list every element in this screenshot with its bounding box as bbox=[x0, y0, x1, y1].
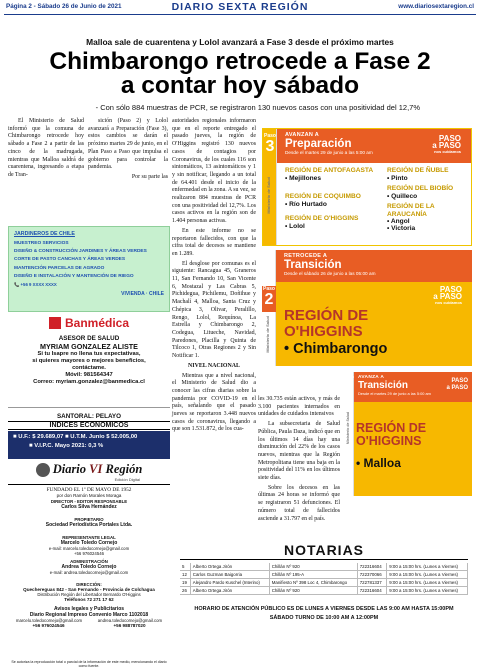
ipc-value: ■ V.I.P.C. Mayo 2021: 0,3 % bbox=[29, 443, 104, 449]
brand-word: a PASO bbox=[432, 141, 461, 150]
panel-date: Desde el martes 29 de junio a las 5:00 am bbox=[358, 391, 431, 396]
brand-word: PASO bbox=[451, 378, 468, 384]
paragraph: Por su parte las bbox=[131, 173, 168, 180]
ministry-label: Ministerio de Salud bbox=[265, 316, 270, 353]
paso-2-transicion-panel bbox=[262, 250, 472, 366]
headline-line-1: Chimbarongo retrocede a Fase 2 bbox=[49, 48, 431, 75]
panel-kicker: AVANZA A bbox=[358, 375, 385, 380]
paso-number: 3 bbox=[265, 138, 275, 155]
region-name: REGIÓN DE LA ARAUCANÍA bbox=[387, 203, 435, 218]
phone-cell: 722781337 bbox=[357, 579, 387, 587]
comuna-name: • Malloa bbox=[356, 456, 401, 470]
paragraph: Mientras que a nivel nacional, el Ministerio de Salud dio a conocer las cifras diarias sobre la pandemia por COVID-19 en el país, señalando que el pasado jueves se reportaron 3.448 nuevos casos de coronavirus, llegando a que son 1.531.872, de los cua- bbox=[172, 372, 256, 433]
notarias-hours bbox=[180, 605, 468, 623]
address-cell: Chillán Nº 195-A bbox=[269, 571, 357, 579]
hours-line: SÁBADO TURNO DE 10:00 AM A 12:00PM bbox=[269, 615, 379, 621]
article-column-3 bbox=[172, 118, 256, 436]
region-name: REGIÓN DE ÑUBLE bbox=[387, 167, 449, 174]
paso-badge bbox=[262, 286, 276, 312]
region-name: REGIÓN DE COQUIMBO bbox=[285, 193, 361, 200]
advisor-mobile: Móvil: 981564347 bbox=[65, 372, 113, 378]
avisos-heading: Avisos legales y Publicitarios bbox=[53, 606, 125, 613]
paso-badge bbox=[263, 133, 277, 155]
edition-label: Edición Digital bbox=[114, 477, 140, 483]
ad-title: JARDINEROS DE CHILE bbox=[14, 231, 75, 237]
phone-cell: 722316604 bbox=[357, 563, 387, 571]
paragraph: El desglose por comunas es el siguiente: Rancagua 45, Graneros 11, San Fernando 10, San Vicente 6, Mostazal y Las Cabras 5, Pichidegua, Pichilemu, Doñihue y Machalí 4, Malloa, Santa Cruz y Chépica 3, Olivar, Peralillo, Rengo, Lolol, Requínoa, La Estrella y Chimbarongo 2, Codegua, Litueche, Navidad, Paredones, Placilla y Quinta de Tilcoco 1, Otras Regiones 2 y Sin Notificar 1. bbox=[172, 260, 256, 360]
region-name: REGIÓN DE bbox=[284, 307, 369, 324]
ministry-label: Ministerio de Salud bbox=[266, 177, 271, 214]
rep-heading: REPRESENTANTE LEGAL bbox=[62, 535, 116, 541]
phone: Teléfonos 72 271 17 62 bbox=[64, 597, 114, 603]
subheading: NIVEL NACIONAL bbox=[188, 362, 240, 369]
paso-3-preparacion-panel bbox=[262, 128, 472, 246]
ad-line: contáctame. bbox=[72, 365, 106, 371]
hours-line: HORARIO DE ATENCIÓN PÚBLICO ES DE LUNES A VIERNES DESDE LAS 9:00 AM HASTA 15:00PM bbox=[194, 606, 454, 612]
region-name: REGIÓN DE bbox=[356, 421, 427, 435]
avisos-phones bbox=[8, 623, 170, 628]
headline-line-2: a contar hoy sábado bbox=[120, 72, 360, 99]
region-name: REGIÓN DE O'HIGGINS bbox=[285, 215, 359, 222]
comuna-name: • Angol bbox=[387, 218, 410, 226]
hours-cell: 9:00 a 15:00 hrs. (Lunes a Viernes) bbox=[387, 571, 468, 579]
region-block bbox=[285, 215, 358, 230]
ad-line: si quieres mayores o mejores beneficios, bbox=[32, 358, 146, 364]
header-rule bbox=[4, 14, 476, 15]
address: Quechereguas 842 - San Fernando - Provincia de Colchagua bbox=[23, 587, 155, 593]
owner-heading: PROPIETARIO bbox=[74, 517, 104, 523]
advisor-role: ASESOR DE SALUD bbox=[58, 335, 120, 342]
paragraph: En este informe no se reportaron fallecidos, con que la cifra total de decesos se mantiene en 1.289. bbox=[172, 227, 256, 257]
region-name: O'HIGGINS bbox=[284, 323, 363, 340]
notarias-title: NOTARIAS bbox=[283, 542, 365, 558]
rep-phone: +56 976024546 bbox=[74, 551, 104, 557]
banmedica-logo bbox=[8, 316, 170, 330]
banmedica-logo-icon bbox=[49, 317, 61, 329]
paso-label: Paso bbox=[263, 286, 275, 292]
paso-number: 2 bbox=[264, 291, 274, 308]
hours-cell: 9:00 a 15:00 hrs. (Lunes a Viernes) bbox=[387, 579, 468, 587]
director-name: Carlos Silva Hernández bbox=[61, 504, 117, 511]
paso-a-paso-logo bbox=[446, 378, 468, 392]
ad-tagline: VIVIENDA · CHILE bbox=[121, 291, 164, 298]
comuna-name: • Victoria bbox=[387, 225, 416, 233]
panel-date: Desde el sábado 26 de junio a las 05:00 am bbox=[284, 271, 376, 276]
logo-vi: VI bbox=[89, 462, 103, 476]
paso-a-paso-logo bbox=[432, 135, 461, 154]
paragraph: autoridades regionales informaron que en el reporte entregado el pasado jueves, la región de O'Higgins registró 130 nuevos casos de contagios por Coronavirus, de los cuales 116 son sintomáticos, 13 asintomáticos y 1 y sin notificar, llegando a un total de 64.401 desde el inicio de la enfermedad en la zona. A su vez, se realizaron 884 muestras de PCR con una positividad del 12,7%. Los casos activos en la región son de 1.404 personas activas. bbox=[172, 118, 256, 225]
panel-header-text bbox=[285, 132, 373, 155]
panel-kicker: RETROCEDE A bbox=[284, 253, 328, 259]
brand-word: a PASO bbox=[446, 385, 468, 391]
article-kicker: Malloa sale de cuarentena y Lolol avanzará a Fase 3 desde el próximo martes bbox=[86, 37, 394, 47]
brand-word: a PASO bbox=[433, 292, 462, 301]
avisos-line: Diario Regional Impreso Convenio Marco 1102018 bbox=[29, 612, 149, 619]
brand-word: PASO bbox=[439, 285, 462, 294]
paragraph: La subsecretaria de Salud Pública, Paula Daza, indicó que en los últimos 14 días hay una disminución del 22% de los casos nuevos, mientras que la Región Metropolitana tiene una baja en la positividad del 11% en los últimos siete días. bbox=[258, 421, 340, 482]
paragraph: sición (Paso 2) y Lolol avanzará a Preparación (Fase 3), estos cambios se darán el próximo martes 29 de junio, en el Plan Paso a Paso que impulsa el gobierno para controlar la pandemia. bbox=[88, 118, 168, 171]
notary-cell: Carlos Guzman Baigorria bbox=[190, 571, 269, 579]
ad-line: 📞 +56 9 XXXX XXXX bbox=[14, 282, 57, 288]
paragraph: les 30.735 están activos, y más de 3.100 pacientes internados en unidades de cuidados intensivos bbox=[258, 396, 340, 418]
founded-line: FUNDADO EL 1º DE MAYO DE 1952 bbox=[46, 487, 132, 494]
notary-cell: Alberto Ortega Jirón bbox=[190, 563, 269, 571]
ad-line: DISEÑO E INSTALACIÓN Y MANTENCIÓN DE RIEGO bbox=[14, 273, 134, 279]
rep-name: Marcelo Toledo Cornejo bbox=[60, 540, 118, 547]
paso-badge bbox=[344, 374, 354, 395]
notary-cell: Alberto Ortega Jirón bbox=[190, 587, 269, 595]
avisos-phone: +56 976024546 bbox=[32, 623, 65, 629]
comuna-name: • Mejillones bbox=[285, 174, 322, 182]
brand-name: Banmédica bbox=[64, 316, 130, 330]
panel-title: Transición bbox=[284, 259, 342, 271]
brand-word: PASO bbox=[438, 134, 461, 143]
region-block bbox=[285, 167, 373, 182]
ad-line: CORTE DE PASTO CANCHAS Y ÁREAS VERDES bbox=[14, 257, 126, 263]
article-headline bbox=[0, 50, 480, 98]
paragraph: El Ministerio de Salud informó que la comuna de Chimbarongo retrocede hoy sábado a Fase 2 a partir de las cinco de la madrugada, mientras que Malloa saldrá de cuarentena, ingresando a etapa de Tran- bbox=[8, 118, 84, 178]
rep-email[interactable]: e-mail: marcelo.toledocornejo@gmail.com bbox=[48, 546, 130, 552]
page-info: Página 2 - Sábado 26 de Junio de 2021 bbox=[6, 3, 122, 10]
uf-utm-values: ■ U.F.: $ 29.689,07 ■ U.T.M. Junio $ 52.005,00 bbox=[13, 434, 138, 440]
owner-name: Sociedad Periodística Portales Ltda. bbox=[45, 522, 133, 529]
address-heading: DIRECCIÓN: bbox=[76, 582, 102, 588]
ad-line: MUESTREO SERVICIOS bbox=[14, 241, 69, 246]
director-heading: DIRECTOR - EDITOR RESPONSABLE bbox=[50, 499, 128, 505]
paragraph: Sobre los decesos en las últimas 24 horas se informó que se registraron 51 defunciones. El número total de fallecidos asciende a 31.797 en el país. bbox=[258, 484, 340, 522]
panel-date: Desde el martes 29 de junio a las 5:00 am bbox=[285, 150, 373, 155]
diario-logo bbox=[8, 462, 170, 477]
logo-region: Región bbox=[105, 462, 143, 476]
panel-title: Preparación bbox=[285, 138, 352, 150]
paso-label: Paso bbox=[264, 133, 276, 139]
avisos-email[interactable]: andrea.toledocornejo@gmail.com bbox=[97, 618, 163, 624]
santoral: SANTORAL: PELAYO bbox=[8, 413, 170, 422]
day-cell: 5 bbox=[180, 563, 190, 571]
table-row bbox=[180, 563, 468, 571]
avisos-email[interactable]: marcelo.toledocornejo@gmail.com bbox=[15, 618, 83, 624]
admin-heading: ADMINISTRACIÓN bbox=[70, 559, 108, 565]
comuna-name: • Quilleco bbox=[387, 192, 418, 200]
divider bbox=[180, 559, 468, 560]
region-block bbox=[284, 308, 368, 340]
day-cell: 26 bbox=[180, 587, 190, 595]
panel-kicker: AVANZAN A bbox=[285, 132, 320, 138]
region-name: REGIÓN DE ANTOFAGASTA bbox=[285, 167, 374, 174]
masthead-box bbox=[8, 462, 170, 628]
ad-line: DISEÑO & CONSTRUCCIÓN JARDINES Y ÁREAS VERDES bbox=[14, 249, 147, 255]
banmedica-ad[interactable] bbox=[8, 312, 170, 408]
comuna-name: • Pinto bbox=[387, 174, 408, 182]
paso-number: 2 bbox=[345, 380, 353, 394]
hours-cell: 9:00 a 15:00 hrs. (Lunes a Viernes) bbox=[387, 587, 468, 595]
region-block bbox=[285, 193, 361, 208]
article-subhead: - Con sólo 884 muestras de PCR, se registraron 130 nuevos casos con una positividad del 12,7% bbox=[95, 103, 420, 112]
paso-label: Paso bbox=[344, 374, 354, 379]
day-cell: 12 bbox=[180, 571, 190, 579]
day-cell: 19 bbox=[180, 579, 190, 587]
address-cell: Chillán Nº 920 bbox=[269, 587, 357, 595]
notary-cell: Alejandro Pardo Kuschel (Interino) bbox=[190, 579, 269, 587]
table-row bbox=[180, 571, 468, 579]
website-link[interactable]: www.diariosextaregion.cl bbox=[398, 3, 474, 10]
advisor-email[interactable]: Correo: myriam.gonzalez@banmedica.cl bbox=[33, 379, 145, 385]
advisor-name: MYRIAM GONZALEZ ALISTE bbox=[40, 342, 138, 351]
comuna-name: • Chimbarongo bbox=[284, 341, 388, 357]
admin-email[interactable]: e-mail: andrea.toledocornejo@gmail.com bbox=[49, 570, 129, 576]
panel-title: Transición bbox=[358, 380, 409, 391]
indicators-box bbox=[8, 431, 170, 459]
phone-cell: 722316604 bbox=[357, 587, 387, 595]
brand-tagline: nos cuidamos bbox=[434, 149, 461, 154]
region-block bbox=[387, 203, 467, 232]
address-cell: Manifiesto Nº 398 Loc 4, Chimbarongo bbox=[269, 579, 357, 587]
seal-icon bbox=[36, 463, 50, 477]
avisos-phone: +56 988787020 bbox=[113, 623, 146, 629]
hours-cell: 9:00 a 15:00 hrs. (Lunes a Viernes) bbox=[387, 563, 468, 571]
ad-line: Si tu Isapre no llena tus expectativas, bbox=[37, 351, 141, 357]
logo-word: Diario bbox=[52, 462, 87, 476]
jardineros-ad[interactable] bbox=[8, 226, 170, 312]
article-column-1 bbox=[8, 118, 84, 182]
brand-tagline: nos cuidamos bbox=[435, 300, 462, 305]
region-block bbox=[387, 167, 449, 182]
table-row bbox=[180, 579, 468, 587]
distribution: Distribución Región del Libertador Bernardo O'Higgins bbox=[37, 592, 141, 598]
masthead-title: DIARIO SEXTA REGIÓN bbox=[171, 1, 309, 13]
paso-2-transicion-malloa-panel bbox=[344, 372, 472, 496]
table-row bbox=[180, 587, 468, 595]
article-column-2 bbox=[88, 118, 168, 184]
notarias-table bbox=[180, 563, 468, 595]
region-name: O'HIGGINS bbox=[356, 434, 422, 448]
article-column-5 bbox=[258, 396, 340, 525]
admin-name: Andrea Toledo Cornejo bbox=[61, 564, 117, 571]
address-cell: Chillán Nº 920 bbox=[269, 563, 357, 571]
indicators-title: INDICES ECONOMICOS bbox=[8, 422, 170, 430]
panel-header-text bbox=[284, 253, 375, 276]
region-block bbox=[356, 422, 426, 448]
panel-header-text bbox=[358, 375, 431, 396]
comuna-name: • Lolol bbox=[285, 222, 305, 230]
ministry-label: Ministerio de Salud bbox=[346, 412, 350, 445]
founder-line: por don Ramón Morales Moraga bbox=[56, 493, 122, 499]
footer-note: Se autoriza la reproducción total o parcial de la información de este medio, mencionando el diario como fuente. bbox=[11, 660, 167, 668]
ad-line: MANTENCIÓN PARCELAS DE AGRADO bbox=[14, 265, 105, 271]
divider bbox=[8, 484, 170, 485]
region-name: REGIÓN DEL BIOBÍO bbox=[387, 185, 454, 192]
phone-cell: 722370066 bbox=[357, 571, 387, 579]
comuna-name: • Río Hurtado bbox=[285, 200, 327, 208]
paso-a-paso-logo bbox=[433, 286, 462, 305]
region-block bbox=[387, 185, 453, 200]
